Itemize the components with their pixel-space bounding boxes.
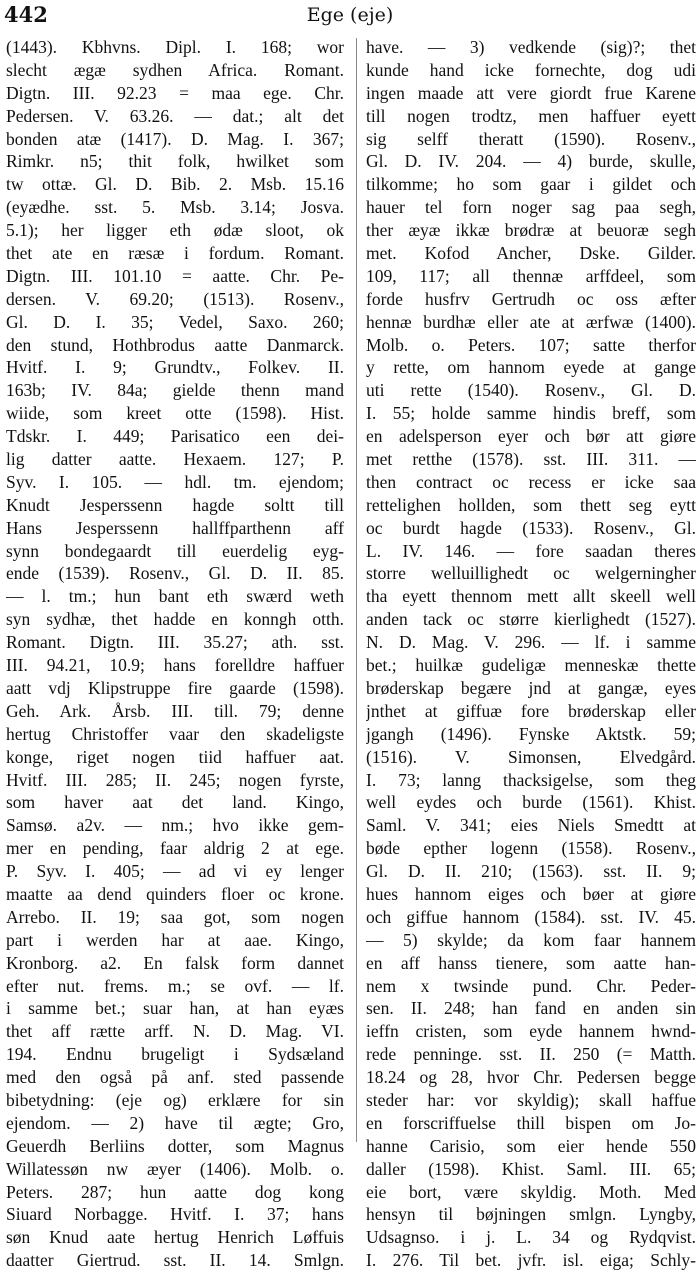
text-line: en aff hanss tienere, som aatte han- bbox=[366, 952, 696, 973]
text-line: then contract oc recess er icke saa bbox=[366, 471, 696, 492]
column-divider bbox=[356, 38, 357, 1142]
text-line: hanne Carisio, som eier hende 550 bbox=[366, 1135, 696, 1156]
text-line: Kronborg. a2. En falsk form dannet bbox=[6, 952, 344, 973]
text-line: konge, riget nogen tiid haffuer aat. bbox=[6, 746, 344, 767]
text-line: Udsagnso. i j. L. 34 og Rydqvist. bbox=[366, 1227, 696, 1248]
text-line: nem x twsinde pund. Chr. Peder- bbox=[366, 975, 696, 996]
text-line: jgangh (1496). Fynske Aktstk. 59; bbox=[366, 723, 696, 744]
text-line: Hvitf. I. 9; Grundtv., Folkev. II. bbox=[6, 357, 344, 378]
text-line: hennæ burdhæ eller ate at ærfwæ (1400). bbox=[366, 311, 696, 332]
text-line: Hans Jesperssenn hallffparthenn aff bbox=[6, 517, 344, 538]
text-line: en adelsperson eyer och bør att giøre bbox=[366, 426, 696, 447]
text-line: thet ate en ræsæ i fordum. Romant. bbox=[6, 243, 344, 264]
text-line: Gl. D. II. 210; (1563). sst. II. 9; bbox=[366, 861, 696, 882]
text-line: dersen. V. 69.20; (1513). Rosenv., bbox=[6, 288, 344, 309]
text-line: bøde epther logenn (1558). Rosenv., bbox=[366, 838, 696, 859]
text-line: ieffn cristen, som eyde hannem hwnd- bbox=[366, 1021, 696, 1042]
left-column bbox=[6, 36, 344, 1272]
text-line: I. 276. Til bet. jvfr. isl. eiga; Schly- bbox=[366, 1250, 696, 1271]
text-line: Romant. Digtn. III. 35.27; ath. sst. bbox=[6, 632, 344, 653]
text-line: anden tack oc større kierlighedt (1527). bbox=[366, 609, 696, 630]
text-line: efter nut. frems. m.; se ovf. — lf. bbox=[6, 975, 344, 996]
text-line: som haver aat det land. Kingo, bbox=[6, 792, 344, 813]
text-line: tilkomme; ho som gaar i gildet och bbox=[366, 174, 696, 195]
text-line: (1443). Kbhvns. Dipl. I. 168; wor bbox=[6, 37, 344, 57]
text-line: I. 73; lanng thacksigelse, som theg bbox=[366, 769, 696, 790]
text-line: bibetydning: (eje og) erklære for sin bbox=[6, 1089, 344, 1110]
text-line: forde husfrv Gertrudh oc oss æfter bbox=[366, 288, 696, 309]
text-line: lig datter aatte. Hexaem. 127; P. bbox=[6, 449, 344, 470]
text-line: Willatessøn nw æyer (1406). Molb. o. bbox=[6, 1158, 344, 1179]
text-line: well eydes och burde (1561). Khist. bbox=[366, 792, 696, 813]
text-line: L. IV. 146. — fore saadan theres bbox=[366, 540, 696, 561]
text-line: hensyn til bøjningen smlgn. Lyngby, bbox=[366, 1204, 696, 1225]
text-line: Tdskr. I. 449; Parisatico een dei- bbox=[6, 426, 344, 447]
text-line: ther æyæ ikkæ brødræ at beuoræ segh bbox=[366, 220, 696, 241]
text-line: met. Kofod Ancher, Dske. Gilder. bbox=[366, 243, 696, 264]
text-line: Gl. D. I. 35; Vedel, Saxo. 260; bbox=[6, 311, 344, 332]
text-line: sen. II. 248; han fand en anden sin bbox=[366, 998, 696, 1019]
text-line: maatte aa dend quinders floer oc krone. bbox=[6, 883, 344, 904]
text-line: Molb. o. Peters. 107; satte therfor bbox=[366, 334, 696, 355]
text-line: Hvitf. III. 285; II. 245; nogen fyrste, bbox=[6, 769, 344, 790]
text-line: slecht ægæ sydhen Africa. Romant. bbox=[6, 59, 344, 80]
text-line: en forscriffuelse thill bispen om Jo- bbox=[366, 1112, 696, 1133]
text-line: thet aff rætte arff. N. D. Mag. VI. bbox=[6, 1021, 344, 1042]
text-line: y rette, om hannom eyede at gange bbox=[366, 357, 696, 378]
text-line: daatter Giertrud. sst. II. 14. Smlgn. bbox=[6, 1250, 344, 1271]
text-line: mer en pending, faar aldrig 2 at ege. bbox=[6, 838, 344, 859]
text-line: till nogen trodtz, men haffuer eyett bbox=[366, 105, 696, 126]
text-line: III. 94.21, 10.9; hans forelldre haffuer bbox=[6, 655, 344, 676]
text-line: eie bort, være skyldig. Moth. Med bbox=[366, 1181, 696, 1202]
text-line: Siuard Norbagge. Hvitf. I. 37; hans bbox=[6, 1204, 344, 1225]
text-line: steder har: vor skyldig); skall haffue bbox=[366, 1089, 696, 1110]
text-line: rede penninge. sst. II. 250 (= Matth. bbox=[366, 1044, 696, 1065]
text-line: I. 55; holde samme hindis breff, som bbox=[366, 403, 696, 424]
page-number: 442 bbox=[4, 2, 48, 27]
text-line: storre welluillighedt oc welgerningher bbox=[366, 563, 696, 584]
text-line: med den også på anf. sted passende bbox=[6, 1067, 344, 1088]
text-line: 109, 117; all thennæ arffdeel, som bbox=[366, 265, 696, 286]
text-line: sig selff theratt (1590). Rosenv., bbox=[366, 128, 696, 149]
text-line: daller (1598). Khist. Saml. III. 65; bbox=[366, 1158, 696, 1179]
text-line: kunde hand icke fornechte, dog udi bbox=[366, 59, 696, 80]
text-line: Pedersen. V. 63.26. — dat.; alt det bbox=[6, 105, 344, 126]
text-line: (eyædhe. sst. 5. Msb. 3.14; Josva. bbox=[6, 197, 344, 218]
running-title: Ege (eje) bbox=[306, 4, 394, 26]
text-line: Digtn. III. 92.23 = maa ege. Chr. bbox=[6, 82, 344, 103]
text-line: ingen maade att vere giordt frue Karene bbox=[366, 82, 696, 103]
text-line: hues hannom eiges och bøer at giøre bbox=[366, 883, 696, 904]
text-line: Digtn. III. 101.10 = aatte. Chr. Pe- bbox=[6, 265, 344, 286]
text-line: tw ottæ. Gl. D. Bib. 2. Msb. 15.16 bbox=[6, 174, 344, 195]
text-line: synn bondegaardt till euerdelig eyg- bbox=[6, 540, 344, 561]
text-line: met retthe (1578). sst. III. 311. — bbox=[366, 449, 696, 470]
text-line: brøderskap begære jnd at gangæ, eyes bbox=[366, 677, 696, 698]
text-line: 18.24 og 28, hvor Chr. Pedersen begge bbox=[366, 1067, 696, 1088]
text-line: rettelighen hollden, som thett seg eytt bbox=[366, 494, 696, 515]
text-line: Syv. I. 105. — hdl. tm. ejendom; bbox=[6, 471, 344, 492]
text-line: hauer tel forn noger sag paa segh, bbox=[366, 197, 696, 218]
text-line: ende (1539). Rosenv., Gl. D. II. 85. bbox=[6, 563, 344, 584]
text-line: part i werden har at aae. Kingo, bbox=[6, 929, 344, 950]
text-line: syn sydhæ, thet hadde en konngh otth. bbox=[6, 609, 344, 630]
text-line: Samsø. a2v. — nm.; hvo ikke gem- bbox=[6, 815, 344, 836]
text-line: uti rette (1540). Rosenv., Gl. D. bbox=[366, 380, 696, 401]
text-line: have. — 3) vedkende (sig)?; thet bbox=[366, 37, 696, 57]
text-line: tha eyett thennom mett allt skeell well bbox=[366, 586, 696, 607]
text-line: Geh. Ark. Årsb. III. till. 79; denne bbox=[6, 700, 344, 721]
text-line: den stund, Hothbrodus aatte Danmarck. bbox=[6, 334, 344, 355]
page-header bbox=[0, 2, 700, 36]
text-line: och giffue hannom (1584). sst. IV. 45. bbox=[366, 906, 696, 927]
text-line: aatt vdj Klipstruppe fire gaarde (1598). bbox=[6, 677, 344, 698]
text-line: oc burdt hagde (1533). Rosenv., Gl. bbox=[366, 517, 696, 538]
text-line: — 5) skylde; da kom faar hannem bbox=[366, 929, 696, 950]
text-line: N. D. Mag. V. 296. — lf. i samme bbox=[366, 632, 696, 653]
text-line: (1516). V. Simonsen, Elvedgård. bbox=[366, 746, 696, 767]
text-line: bonden atæ (1417). D. Mag. I. 367; bbox=[6, 128, 344, 149]
text-line: Rimkr. n5; thit folk, hwilket som bbox=[6, 151, 344, 172]
text-line: Geuerdh Berliins dotter, som Magnus bbox=[6, 1135, 344, 1156]
text-line: — l. tm.; hun bant eth swærd weth bbox=[6, 586, 344, 607]
text-line: Arrebo. II. 19; saa got, som nogen bbox=[6, 906, 344, 927]
text-line: søn Knud aate hertug Henrich Løffuis bbox=[6, 1227, 344, 1248]
text-line: P. Syv. I. 405; — ad vi ey lenger bbox=[6, 861, 344, 882]
text-line: Gl. D. IV. 204. — 4) burde, skulle, bbox=[366, 151, 696, 172]
text-line: 5.1); her ligger eth ødæ sloot, ok bbox=[6, 220, 344, 241]
text-line: Saml. V. 341; eies Niels Smedtt at bbox=[366, 815, 696, 836]
text-line: 194. Endnu brugeligt i Sydsæland bbox=[6, 1044, 344, 1065]
text-line: Peters. 287; hun aatte dog kong bbox=[6, 1181, 344, 1202]
text-line: ejendom. — 2) have til ægte; Gro, bbox=[6, 1112, 344, 1133]
text-line: wiide, som kreet otte (1598). Hist. bbox=[6, 403, 344, 424]
right-column bbox=[366, 36, 696, 1272]
text-line: 163b; IV. 84a; gielde thenn mand bbox=[6, 380, 344, 401]
text-line: hertug Christoffer vaar den skadeligste bbox=[6, 723, 344, 744]
text-line: Knudt Jesperssenn hagde soltt till bbox=[6, 494, 344, 515]
text-line: bet.; huilkæ gudeligæ menneskæ thette bbox=[366, 655, 696, 676]
text-line: jnthet at giffuæ fore brøderskap eller bbox=[366, 700, 696, 721]
text-line: i samme bet.; suar han, at han eyæs bbox=[6, 998, 344, 1019]
